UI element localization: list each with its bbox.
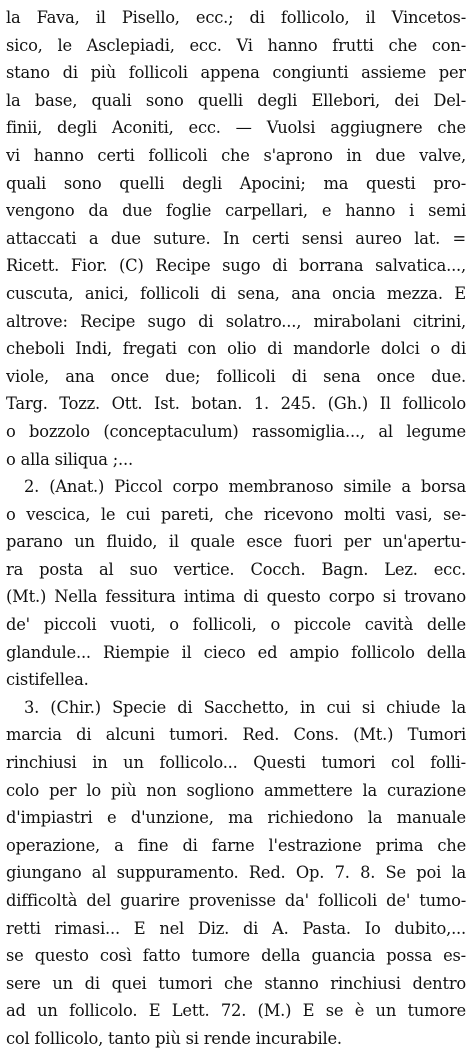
text-line: colo per lo più non sogliono ammettere la curazione (6, 780, 466, 800)
text-line: finii, degli Aconiti, ecc. — Vuolsi aggiugnere che (6, 118, 466, 138)
text-line: marcia di alcuni tumori. Red. Cons. (Mt.) Tumori (6, 725, 466, 745)
text-line: operazione, a fine di farne l'estrazione prima che (6, 835, 466, 855)
text-line: sere un di quei tumori che stanno rinchiusi dentro (6, 973, 466, 993)
text-line: o vescica, le cui pareti, che ricevono molti vasi, se- (6, 504, 466, 524)
text-line: 2. (Anat.) Piccol corpo membranoso simile a borsa (24, 477, 466, 497)
text-line: col follicolo, tanto più si rende incurabile. (6, 1028, 342, 1048)
text-line: cistifellea. (6, 670, 89, 690)
text-line: cuscuta, anici, follicoli di sena, ana oncia mezza. E (6, 283, 466, 303)
text-line: o alla siliqua ;... (6, 449, 133, 469)
text-line: difficoltà del guarire provenisse da' follicoli de' tumo- (6, 891, 466, 910)
text-line: giungano al suppuramento. Red. Op. 7. 8. Se poi la (6, 863, 466, 883)
text-line: se questo così fatto tumore della guancia possa es- (6, 946, 466, 966)
text-line: attaccati a due suture. In certi sensi aureo lat. = (6, 228, 466, 248)
text-line: altrove: Recipe sugo di solatro..., mirabolani citrini, (6, 311, 466, 331)
text-line: ra posta al suo vertice. Cocch. Bagn. Lez. ecc. (6, 559, 466, 579)
text-line: sico, le Asclepiadi, ecc. Vi hanno frutti che con- (6, 35, 466, 55)
text-line: Ricett. Fior. (C) Recipe sugo di borrana salvatica..., (6, 256, 466, 276)
text-line: stano di più follicoli appena congiunti assieme per (6, 63, 466, 83)
text-line: glandule... Riempie il cieco ed ampio follicolo della (6, 642, 466, 662)
text-line: Targ. Tozz. Ott. Ist. botan. 1. 245. (Gh.) Il follicolo (6, 394, 466, 414)
text-line: retti rimasi... E nel Diz. di A. Pasta. Io dubito,... (6, 918, 466, 938)
text-line: quali sono quelli degli Apocini; ma questi pro- (6, 173, 466, 193)
text-line: rinchiusi in un follicolo... Questi tumori col folli- (6, 753, 466, 773)
text-line: vi hanno certi follicoli che s'aprono in due valve, (6, 145, 466, 165)
text-line: de' piccoli vuoti, o follicoli, o piccole cavità delle (6, 615, 466, 635)
text-line: 3. (Chir.) Specie di Sacchetto, in cui si chiude la (24, 697, 466, 717)
text-line: cheboli Indi, fregati con olio di mandorle dolci o di (6, 339, 466, 359)
text-line: o bozzolo (conceptaculum) rassomiglia..., al legume (6, 421, 466, 441)
text-line: la Fava, il Pisello, ecc.; di follicolo, il Vincetos- (6, 8, 466, 27)
text-line: vengono da due foglie carpellari, e hanno i semi (6, 201, 466, 221)
text-line: ad un follicolo. E Lett. 72. (M.) E se è un tumore (6, 1001, 466, 1021)
text-line: parano un fluido, il quale esce fuori per un'apertu- (6, 532, 466, 552)
text-line: d'impiastri e d'unzione, ma richiedono la manuale (6, 808, 466, 828)
text-line: la base, quali sono quelli degli Ellebori, dei Del- (6, 90, 466, 110)
text-line: (Mt.) Nella fessitura intima di questo corpo si trovano (6, 587, 466, 607)
text-line: viole, ana once due; follicoli di sena once due. (6, 366, 466, 386)
